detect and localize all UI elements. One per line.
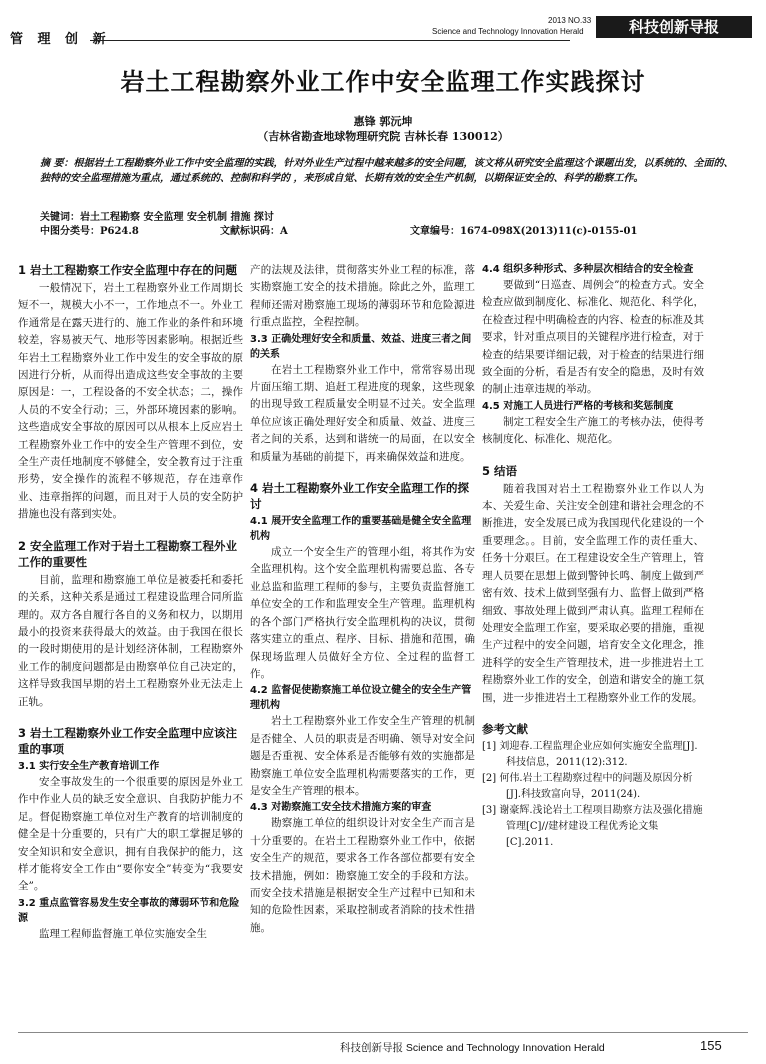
subsection-3-3-title: 3.3 正确处理好安全和质量、效益、进度三者之间的关系	[250, 333, 472, 360]
column-2	[250, 262, 475, 937]
section-5-title: 5 结语	[482, 463, 518, 478]
paragraph: 勘察施工单位的组织设计对安全生产而言是十分重要的。在岩土工程勘察外业工作中，依据安全生产的规范，要求各工作各部位都要有安全技术措施，例如：勘察施工安全的手段和方法。而安全技术措施是根据安全生产过程中已知和未知的危险性因素，采取控制或者消除的技术性措施。	[250, 817, 475, 934]
reference-item: [1] 刘迎春.工程监理企业应如何实施安全监理[J].科技信息，2011(12):312.	[482, 740, 698, 768]
paragraph: 目前，监理和勘察施工单位是被委托和委托的关系，这种关系是通过工程建设监理合同所监理的。双方各自履行各自的义务和权力，以期用最小的投资来获得最大的效益。由于我国在很长的一段时期使用的是计划经济体制，工程勘察外业工作的制度问题都是由勘察单位自己决定的，这样导致我国早期的岩土工程勘察外业无法走上正轨。	[18, 573, 243, 708]
journal-badge: 科技创新导报	[596, 16, 752, 38]
section-1-title: 1 岩土工程勘察工作安全监理中存在的问题	[18, 263, 238, 277]
paragraph: 安全事故发生的一个很重要的原因是外业工作中作业人员的缺乏安全意识、自我防护能力不足。督促勘察施工单位对生产教育的培训制度的健全是十分重要的，只有广大的职工掌握足够的安全知识和安全意识，拥有自我保护的能力，这样才能将安全工作由“要你安全”转变为“我要安全”。	[18, 775, 243, 893]
paragraph: 成立一个安全生产的管理小组，将其作为安全监理机构。这个安全监理机构需要总监、各专业总监和监理工程师的参与，主要负责监督施工单位安全的工作和监理安全生产管理。监理机构的各个部门严格执行安全监理机构的决议，贯彻落实建立的重点、程序、目标、措施和范围，确保现场监理人员做好全方位、全过程的监督工作。	[250, 546, 475, 680]
page-title: 岩土工程勘察外业工作中安全监理工作实践探讨	[120, 68, 646, 96]
paragraph: 要做到“日巡查、周例会”的检查方式。安全检查应做到制度化、标准化、规范化、科学化，在检查过程中明确检查的内容、检查的标准及其要求，针对重点项目的关键程序进行检查，对于检查的结果要详细记载，对于检查的结果进行细致全面的分析，看是否有安全的隐患，及时有效的制止违章违规的举动。	[482, 279, 704, 396]
section-label: 管 理 创 新	[10, 32, 111, 47]
paragraph: 监理工程师监督施工单位实施安全生	[39, 927, 207, 940]
subsection-4-2-title: 4.2 监督促使勘察施工单位设立健全的安全生产管理机构	[250, 685, 472, 712]
subsection-4-1-title: 4.1 展开安全监理工作的重要基础是健全安全监理机构	[250, 516, 472, 543]
subsection-3-2-title: 3.2 重点监管容易发生安全事故的薄弱环节和危险源	[18, 897, 240, 924]
column-1	[18, 262, 243, 943]
paragraph: 产的法规及法律，贯彻落实外业工程的标准，落实勘察施工安全的技术措施。除此之外，监理工程师还需对勘察施工现场的薄弱环节和危险源进行重点监控，全程控制。	[250, 264, 475, 329]
keywords: 关键词：岩土工程勘察 安全监理 安全机制 措施 探讨	[40, 212, 274, 223]
year-issue: 2013 NO.33	[548, 16, 592, 25]
subsection-4-4-title: 4.4 组织多种形式、多种层次相结合的安全检查	[482, 264, 694, 275]
footer-rule	[18, 1032, 748, 1033]
paragraph: 在岩土工程勘察外业工作中，常常容易出现片面压缩工期、追赶工程进度的现象，这些现象的出现导致工程质量安全明显不过关。安全监理单位应该正确处理好安全和质量、效益、进度三者之间的关系，达到和谐统一的局面，在以安全和质量为基础的前提下，再来确保效益和进度。	[250, 363, 475, 463]
affiliation: （吉林省勘查地球物理研究院 吉林长春 130012）	[257, 130, 509, 143]
paragraph: 岩土工程勘察外业工作安全生产管理的机制是否健全、人员的职责是否明确、领导对安全问题是否重视、安全体系是否能够有效的实施都是勘察施工单位安全监理机构需要落实的工作，更是安全生产管理的根本。	[250, 715, 475, 797]
reference-item: [2] 何伟.岩土工程勘察过程中的问题及原因分析[J].科技致富向导，2011(24).	[482, 772, 693, 800]
footer-journal: 科技创新导报 Science and Technology Innovation Herald	[340, 1042, 605, 1054]
section-2-title: 2 安全监理工作对于岩土工程勘察工程外业工作的重要性	[18, 538, 238, 569]
section-3-title: 3 岩土工程勘察外业工作安全监理中应该注重的事项	[18, 725, 238, 756]
paragraph: 随着我国对岩土工程勘察外业工作以人为本、关爱生命、关注安全创建和谐社会理念的不断推进，安全发展已成为我国现代化建设的一个重要理念。。目前，安全监理工作的责任重大、任务十分艰巨。在工程建设安全生产管理上，管理人员要在思想上做到警钟长鸣、制度上做到严密有效、技术上做到坚强有力、监督上做到严格细致、事故处理上做到严肃认真。监理工程师在处理安全监理工作室，要采取必要的措施，重视生产过程中的安全问题，培育安全文化理念，推进科学的安全生产管理技术，进一步推进岩土工程勘察外业工作的安全，创造和谐安全的施工氛围，进一步推进岩土工程勘察外业工作的发展。	[482, 482, 704, 704]
journal-english: Science and Technology Innovation Herald	[432, 27, 584, 36]
paragraph: 一般情况下，岩土工程勘察外业工作周期长短不一，规模大小不一，工作地点不一。外业工作通常是在露天进行的、施工作业的条件和环境较差，容易被天气、地形等因素影响。根据近些年岩土工程勘察外业工作中发生的安全事故的原因进行分析，从而得出造成这些安全事故的主要原因是：一，工程设备的不安全状态；二，操作人员的不安全行动；三，外部环境因素的影响。这些造成安全事故的原因可以从根本上反应岩土工程勘察外业工作中的安全生产管理不到位，安全生产责任地制度不够健全，安全教育过于注重形势，安全操作的流程不够规范，存在违章作业、违章指挥的问题，而且对于人员的安全防护措施也没有落到实处。	[18, 282, 243, 521]
clc-number: 中图分类号：P624.8	[40, 226, 139, 237]
column-3	[482, 262, 704, 851]
subsection-3-1-title: 3.1 实行安全生产教育培训工作	[18, 760, 160, 772]
page-number: 155	[700, 1038, 722, 1053]
section-4-title: 4 岩土工程勘察外业工作安全监理工作的探讨	[250, 481, 470, 512]
document-code: 文献标识码：A	[220, 226, 288, 237]
header-rule	[90, 40, 570, 41]
article-number: 文章编号：1674-098X(2013)11(c)-0155-01	[410, 226, 638, 237]
references-title: 参考文献	[482, 721, 528, 736]
paragraph: 制定工程安全生产施工的考核办法，使得考核制度化、标准化、规范化。	[482, 415, 704, 446]
reference-item: [3] 谢豪辉.浅论岩土工程项目勘察方法及强化措施管理[C]//建材建设工程优秀论文集[C].2011.	[482, 804, 703, 848]
subsection-4-3-title: 4.3 对勘察施工安全技术措施方案的审查	[250, 802, 432, 814]
abstract: 摘 要：根据岩土工程勘察外业工作中安全监理的实践，针对外业生产过程中越来越多的安全问题，该文将从研究安全监理这个课题出发，以系统的、全面的、独特的安全监理措施为重点，通过系统的、控制和科学的 ，来形成自觉、长期有效的安全生产机制，以期保证安全的、科学的勘察工作。	[40, 158, 734, 184]
authors: 惠锋 郭沅坤	[353, 115, 413, 128]
subsection-4-5-title: 4.5 对施工人员进行严格的考核和奖惩制度	[482, 400, 674, 412]
